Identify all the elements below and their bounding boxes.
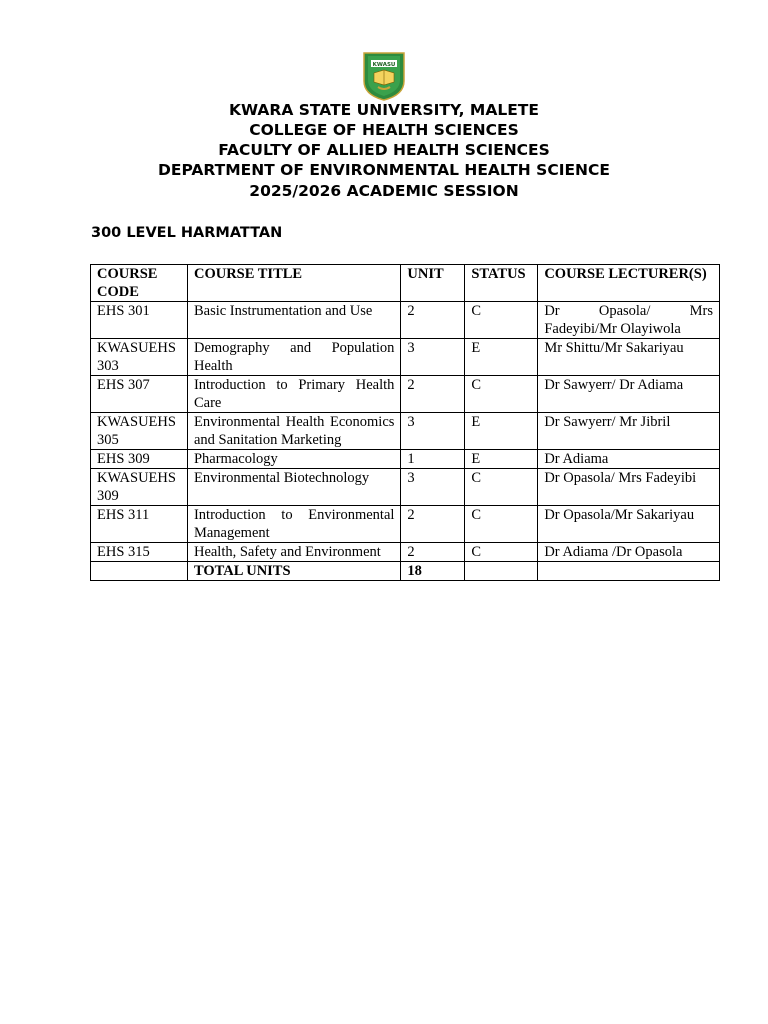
- level-title: 300 LEVEL HARMATTAN: [91, 225, 283, 241]
- header-course-code: COURSE CODE: [91, 265, 188, 302]
- course-lecturers: Dr Adiama /Dr Opasola: [538, 543, 720, 562]
- course-lecturers: Dr Opasola/Mr Sakariyau: [538, 506, 720, 543]
- course-unit: 2: [401, 506, 465, 543]
- course-title: Demography and Population Health: [187, 339, 400, 376]
- course-title: Basic Instrumentation and Use: [187, 302, 400, 339]
- course-status: C: [465, 302, 538, 339]
- table-row: [91, 413, 720, 450]
- course-lecturers: Dr Sawyerr/ Mr Jibril: [538, 413, 720, 450]
- course-title: Health, Safety and Environment: [187, 543, 400, 562]
- course-code: EHS 301: [91, 302, 188, 339]
- course-unit: 3: [401, 413, 465, 450]
- course-code: KWASUEHS 305: [91, 413, 188, 450]
- course-status: C: [465, 543, 538, 562]
- table-row: [91, 376, 720, 413]
- total-empty-cell: [465, 562, 538, 581]
- table-row: [91, 450, 720, 469]
- course-unit: 2: [401, 376, 465, 413]
- course-status: C: [465, 469, 538, 506]
- course-code: EHS 311: [91, 506, 188, 543]
- course-unit: 3: [401, 469, 465, 506]
- course-title: Introduction to Primary Health Care: [187, 376, 400, 413]
- course-title: Environmental Biotechnology: [187, 469, 400, 506]
- course-lecturers: Dr Sawyerr/ Dr Adiama: [538, 376, 720, 413]
- college-name: COLLEGE OF HEALTH SCIENCES: [249, 121, 519, 139]
- course-unit: 2: [401, 543, 465, 562]
- course-status: E: [465, 413, 538, 450]
- course-code: EHS 309: [91, 450, 188, 469]
- course-unit: 3: [401, 339, 465, 376]
- course-status: E: [465, 450, 538, 469]
- course-title: Pharmacology: [187, 450, 400, 469]
- course-lecturers: Dr Adiama: [538, 450, 720, 469]
- course-lecturers: Mr Shittu/Mr Sakariyau: [538, 339, 720, 376]
- university-name: KWARA STATE UNIVERSITY, MALETE: [229, 101, 539, 119]
- course-title: Environmental Health Economics and Sanitation Marketing: [187, 413, 400, 450]
- table-row: [91, 543, 720, 562]
- course-code: KWASUEHS 309: [91, 469, 188, 506]
- table-row: [91, 339, 720, 376]
- course-status: E: [465, 339, 538, 376]
- course-table: [90, 264, 720, 581]
- department-name: DEPARTMENT OF ENVIRONMENTAL HEALTH SCIENCE: [158, 161, 610, 179]
- document-header: [0, 100, 768, 202]
- total-empty-cell: [538, 562, 720, 581]
- table-row: [91, 469, 720, 506]
- logo-text: KWASU: [372, 62, 396, 68]
- course-code: KWASUEHS 303: [91, 339, 188, 376]
- table-row: [91, 506, 720, 543]
- header-course-title: COURSE TITLE: [187, 265, 400, 302]
- course-status: C: [465, 506, 538, 543]
- course-lecturers: Dr Opasola/ Mrs Fadeyibi: [538, 469, 720, 506]
- course-code: EHS 315: [91, 543, 188, 562]
- table-header-row: [91, 265, 720, 302]
- course-unit: 1: [401, 450, 465, 469]
- total-value: 18: [401, 562, 465, 581]
- academic-session: 2025/2026 ACADEMIC SESSION: [249, 182, 519, 200]
- faculty-name: FACULTY OF ALLIED HEALTH SCIENCES: [218, 141, 550, 159]
- course-code: EHS 307: [91, 376, 188, 413]
- course-lecturers: Dr Opasola/ Mrs Fadeyibi/Mr Olayiwola: [538, 302, 720, 339]
- total-empty-cell: [91, 562, 188, 581]
- total-row: [91, 562, 720, 581]
- course-unit: 2: [401, 302, 465, 339]
- header-status: STATUS: [465, 265, 538, 302]
- total-label: TOTAL UNITS: [187, 562, 400, 581]
- course-title: Introduction to Environmental Management: [187, 506, 400, 543]
- university-logo: [360, 51, 408, 101]
- course-status: C: [465, 376, 538, 413]
- header-lecturers: COURSE LECTURER(S): [538, 265, 720, 302]
- header-unit: UNIT: [401, 265, 465, 302]
- table-row: [91, 302, 720, 339]
